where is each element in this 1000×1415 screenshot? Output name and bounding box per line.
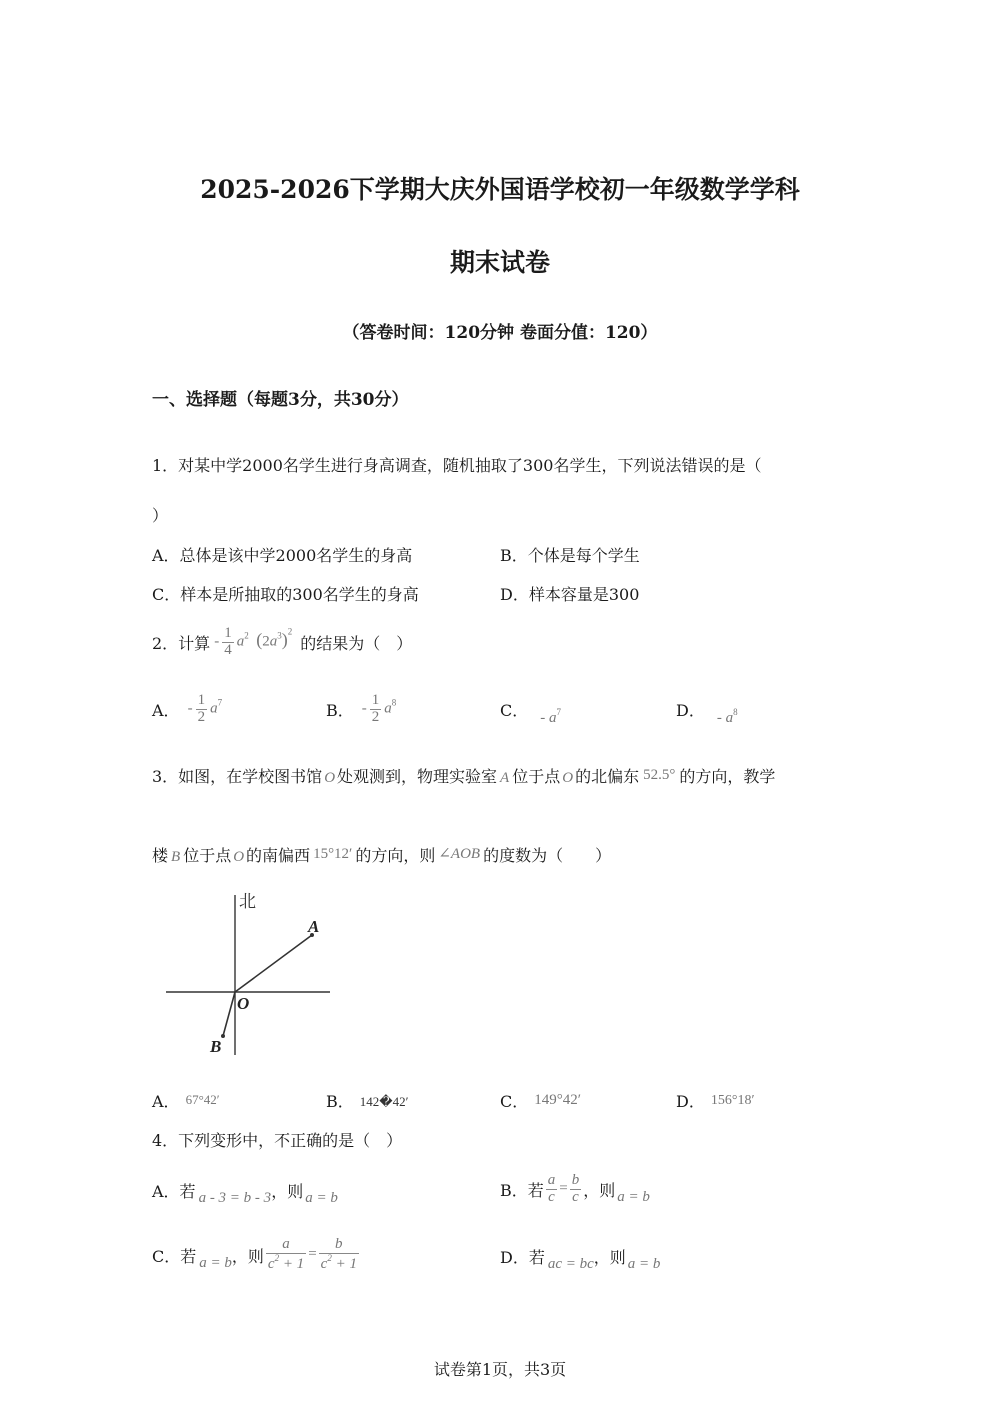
q3-option-c-label: C． (500, 1092, 529, 1111)
q4-option-d (500, 1236, 660, 1276)
q2-option-d-value: - $a^8$ (716, 707, 738, 726)
q3-angle-2: 15°12′ (313, 846, 353, 862)
q3-point-o: O (233, 849, 245, 865)
figure-label-a: A (308, 917, 320, 936)
q3-option-b (326, 1089, 408, 1112)
q3-point-o: O (324, 770, 336, 786)
q3-point-b: B (171, 849, 181, 865)
question-3-line1 (152, 764, 775, 787)
q3-text: 的方向，则 (355, 846, 436, 865)
q3-option-a-label: A． (152, 1092, 180, 1111)
q4-option-c-result: $\frac{a}{c^2 + 1}$ = $\frac{b}{c^2 + 1}$ (267, 1236, 357, 1272)
q4-option-c-then: ，则 (231, 1246, 264, 1266)
q3-option-c (500, 1089, 581, 1112)
q4-option-d-then: ，则 (593, 1247, 626, 1267)
q4-option-d-condition: ac = bc (547, 1255, 594, 1272)
q4-option-b-then: ，则 (583, 1180, 616, 1200)
north-label: 北 (239, 892, 256, 912)
question-4-text: 4．下列变形中，不正确的是（ ） (152, 1131, 403, 1150)
question-3-line2 (152, 843, 611, 866)
q3-option-d-label: D． (676, 1092, 705, 1111)
ray-ob (223, 992, 235, 1036)
q2-option-d (676, 686, 738, 732)
q3-option-a (152, 1089, 220, 1112)
q3-angle-1: 52.5° (643, 767, 676, 783)
q3-option-b-value: 142�42′ (359, 1094, 409, 1109)
q4-option-b-condition: $\frac{a}{c}$ = $\frac{b}{c}$ (547, 1171, 580, 1205)
q2-option-b-value: - $\frac{1}{2}$ $a^8$ (361, 691, 397, 725)
q3-point-o: O (562, 770, 574, 786)
q3-direction-figure (160, 885, 340, 1060)
q1-option-c: C．样本是所抽取的300名学生的身高 (152, 585, 419, 604)
q2-option-d-label: D． (676, 700, 705, 720)
point-b-dot (221, 1034, 225, 1038)
q4-option-a-label: A．若 (152, 1181, 196, 1201)
q2-option-c-label: C． (500, 700, 529, 720)
section-heading: 一、选择题（每题3分，共30分） (152, 390, 409, 410)
q4-option-d-label: D．若 (500, 1247, 545, 1267)
q3-point-a: A (500, 770, 510, 786)
question-2 (152, 622, 412, 662)
q4-option-c-label: C．若 (152, 1246, 197, 1266)
q3-text: 3．如图，在学校图书馆 (152, 767, 323, 786)
q3-option-b-label: B． (326, 1092, 354, 1111)
q1-option-a: A．总体是该中学2000名学生的身高 (152, 546, 413, 565)
q3-text: 位于点 (512, 767, 561, 786)
exam-subtitle: （答卷时间：120分钟 卷面分值：120） (342, 323, 658, 343)
exam-title-line2: 期末试卷 (449, 248, 550, 277)
q1-option-d: D．样本容量是300 (500, 585, 640, 604)
q2-option-b (326, 686, 396, 732)
q4-option-a-result: a = b (305, 1189, 338, 1206)
q2-expression: - $\frac{1}{4}$ $a^2$ $(2a^3)^2$ (214, 624, 293, 658)
q3-text: 的度数为（ ） (483, 846, 612, 865)
q3-angle-name: ∠AOB (438, 846, 481, 862)
q4-option-a-then: ，则 (271, 1181, 304, 1201)
q3-text: 的南偏西 (246, 846, 311, 865)
q3-option-d-value: 156°18′ (710, 1093, 755, 1108)
figure-label-o: O (237, 994, 250, 1013)
q3-option-a-value: 67°42′ (185, 1092, 220, 1107)
q1-option-b: B．个体是每个学生 (500, 546, 640, 565)
q4-option-d-result: a = b (627, 1255, 661, 1272)
q3-option-d (676, 1089, 755, 1112)
exam-title-line1: 2025-2026下学期大庆外国语学校初一年级数学学科 (200, 175, 800, 204)
q4-option-b-label: B．若 (500, 1180, 544, 1200)
q4-option-b (500, 1164, 650, 1214)
question-2-suffix: 的结果为（ ） (300, 633, 413, 653)
q2-option-c-value: - $a^7$ (540, 707, 561, 726)
q2-option-c (500, 686, 561, 732)
page-footer: 试卷第1页，共3页 (433, 1360, 567, 1379)
q4-option-a (152, 1170, 338, 1210)
figure-label-b: B (210, 1037, 222, 1056)
q4-option-a-condition: a - 3 = b - 3 (198, 1189, 272, 1206)
q3-text: 位于点 (183, 846, 232, 865)
question-1-text: 1．对某中学2000名学生进行身高调查，随机抽取了300名学生，下列说法错误的是（ (152, 456, 762, 475)
q3-text: 的方向，教学 (679, 767, 776, 786)
question-1-close-paren: ） (152, 506, 169, 525)
q4-option-b-result: a = b (617, 1188, 650, 1205)
q3-text: 处观测到，物理实验室 (337, 767, 498, 786)
q4-option-c (152, 1230, 361, 1280)
q3-text: 的北偏东 (575, 767, 640, 786)
ray-oa (235, 935, 312, 992)
q2-option-a-value: - $\frac{1}{2}$ $a^7$ (187, 691, 223, 725)
q2-option-a-label: A． (152, 700, 180, 720)
question-2-prefix: 2．计算 (152, 633, 211, 653)
q3-text: 楼 (152, 846, 169, 865)
q4-option-c-condition: a = b (199, 1254, 232, 1271)
q2-option-b-label: B． (326, 700, 354, 720)
q3-option-c-value: 149°42′ (534, 1092, 582, 1108)
q2-option-a (152, 686, 222, 732)
